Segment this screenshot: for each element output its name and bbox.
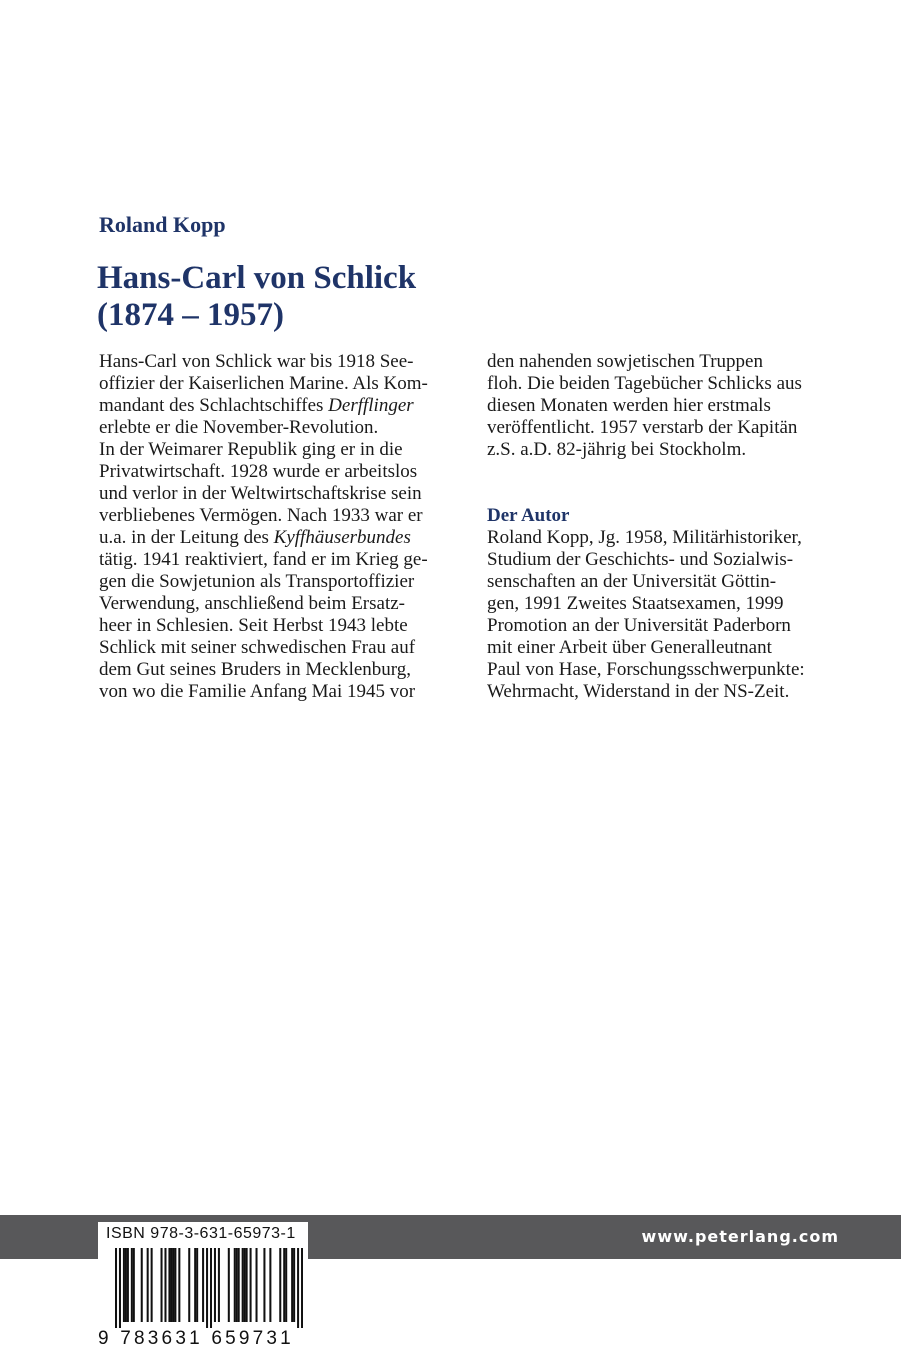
book-title-line-2: (1874 – 1957)	[97, 297, 284, 333]
blurb-continuation	[487, 351, 832, 461]
barcode-bar	[170, 1248, 172, 1322]
blurb-left-line: verbliebenes Vermögen. Nach 1933 war er	[99, 505, 423, 526]
barcode-bar	[297, 1248, 299, 1328]
barcode-bar	[210, 1248, 212, 1328]
barcode-bar	[168, 1248, 170, 1322]
barcode-bar	[133, 1248, 135, 1322]
barcode-bar	[250, 1248, 252, 1322]
barcode-bar	[196, 1248, 198, 1322]
barcode-bar	[263, 1248, 265, 1322]
blurb-left-line: dem Gut seines Bruders in Mecklenburg,	[99, 659, 412, 680]
barcode-bar	[188, 1248, 190, 1322]
blurb-right-line: diesen Monaten werden hier erstmals	[487, 395, 771, 416]
blurb-left-line: und verlor in der Weltwirtschaftskrise sein	[99, 483, 422, 504]
blurb-right-line: z.S. a.D. 82-jährig bei Stockholm.	[487, 439, 747, 460]
barcode-bar	[256, 1248, 258, 1322]
barcode-bar	[279, 1248, 281, 1322]
about-author-line: senschaften an der Universität Göttin-	[487, 571, 777, 592]
blurb-left-column	[99, 351, 469, 703]
barcode-bar	[174, 1248, 176, 1322]
barcode-bar	[147, 1248, 149, 1322]
blurb-right-line: veröffentlicht. 1957 verstarb der Kapitän	[487, 417, 798, 438]
book-title	[97, 260, 416, 334]
about-author-line: gen, 1991 Zweites Staatsexamen, 1999	[487, 593, 784, 614]
barcode-bar	[244, 1248, 246, 1322]
barcode-bar	[291, 1248, 293, 1322]
barcode-bar	[194, 1248, 196, 1322]
about-author-line: Studium der Geschichts- und Sozialwis-	[487, 549, 794, 570]
barcode-bar	[151, 1248, 153, 1322]
blurb-left-line: Verwendung, anschließend beim Ersatz-	[99, 593, 406, 614]
barcode-bar	[234, 1248, 236, 1322]
barcode-bar	[172, 1248, 174, 1322]
barcode-bar	[238, 1248, 240, 1322]
barcode-bar	[236, 1248, 238, 1322]
barcode-bar	[125, 1248, 127, 1322]
barcode-bar	[123, 1248, 125, 1322]
barcode-digits: 9 783631 659731	[98, 1328, 294, 1349]
blurb-left-line: von wo die Familie Anfang Mai 1945 vor	[99, 681, 416, 702]
blurb-left-line: Schlick mit seiner schwedischen Frau auf	[99, 637, 416, 658]
blurb-left-line: Privatwirtschaft. 1928 wurde er arbeitslos	[99, 461, 418, 482]
about-author-line: Promotion an der Universität Paderborn	[487, 615, 791, 636]
barcode-bar	[206, 1248, 208, 1328]
barcode-bar	[127, 1248, 129, 1322]
blurb-right-line: den nahenden sowjetischen Truppen	[487, 351, 763, 372]
blurb-left-line: In der Weimarer Republik ging er in die	[99, 439, 403, 460]
book-title-line-1: Hans-Carl von Schlick	[97, 260, 417, 296]
barcode-bar	[285, 1248, 287, 1322]
blurb-left-line: gen die Sowjetunion als Transportoffizier	[99, 571, 415, 592]
barcode-bar	[246, 1248, 248, 1322]
barcode-bar	[214, 1248, 216, 1322]
barcode-bar	[115, 1248, 117, 1328]
barcode-bar	[178, 1248, 180, 1322]
about-author-line: Paul von Hase, Forschungsschwerpunkte:	[487, 659, 805, 680]
blurb-left-line: mandant des Schlachtschiffes Derfflinger	[99, 395, 414, 416]
barcode-bar	[141, 1248, 143, 1322]
about-author-line: Roland Kopp, Jg. 1958, Militärhistoriker,	[487, 527, 802, 548]
barcode-bar	[131, 1248, 133, 1322]
about-author-heading: Der Autor	[487, 505, 570, 526]
blurb-left-line: offizier der Kaiserlichen Marine. Als Kom-	[99, 373, 428, 394]
blurb-right-column	[487, 351, 832, 703]
blurb-left-line: Hans-Carl von Schlick war bis 1918 See-	[99, 351, 414, 372]
blurb-left-line: erlebte er die November-Revolution.	[99, 417, 379, 438]
author-name: Roland Kopp	[99, 212, 226, 237]
about-author-line: mit einer Arbeit über Generalleutnant	[487, 637, 772, 658]
publisher-url[interactable]: www.peterlang.com	[641, 1227, 839, 1246]
barcode-bar	[202, 1248, 204, 1322]
isbn-label: ISBN 978-3-631-65973-1	[106, 1225, 296, 1242]
barcode-bar	[228, 1248, 230, 1322]
barcode-bar	[242, 1248, 244, 1322]
blurb-left-line: u.a. in der Leitung des Kyffhäuserbundes	[99, 527, 411, 548]
barcode-bar	[218, 1248, 220, 1322]
blurb-left-line: tätig. 1941 reaktiviert, fand er im Krieg ge-	[99, 549, 428, 570]
barcode-bar	[283, 1248, 285, 1322]
blurb-left-line: heer in Schlesien. Seit Herbst 1943 lebte	[99, 615, 408, 636]
barcode-bar	[161, 1248, 163, 1322]
barcode-bar	[119, 1248, 121, 1328]
about-author-text	[487, 527, 832, 703]
barcode-bar	[269, 1248, 271, 1322]
about-author-line: Wehrmacht, Widerstand in der NS-Zeit.	[487, 681, 790, 702]
blurb-right-line: floh. Die beiden Tagebücher Schlicks aus	[487, 373, 802, 394]
barcode-image	[115, 1248, 303, 1328]
barcode-bar	[301, 1248, 303, 1328]
barcode-bar	[164, 1248, 166, 1322]
barcode-bar	[293, 1248, 295, 1322]
